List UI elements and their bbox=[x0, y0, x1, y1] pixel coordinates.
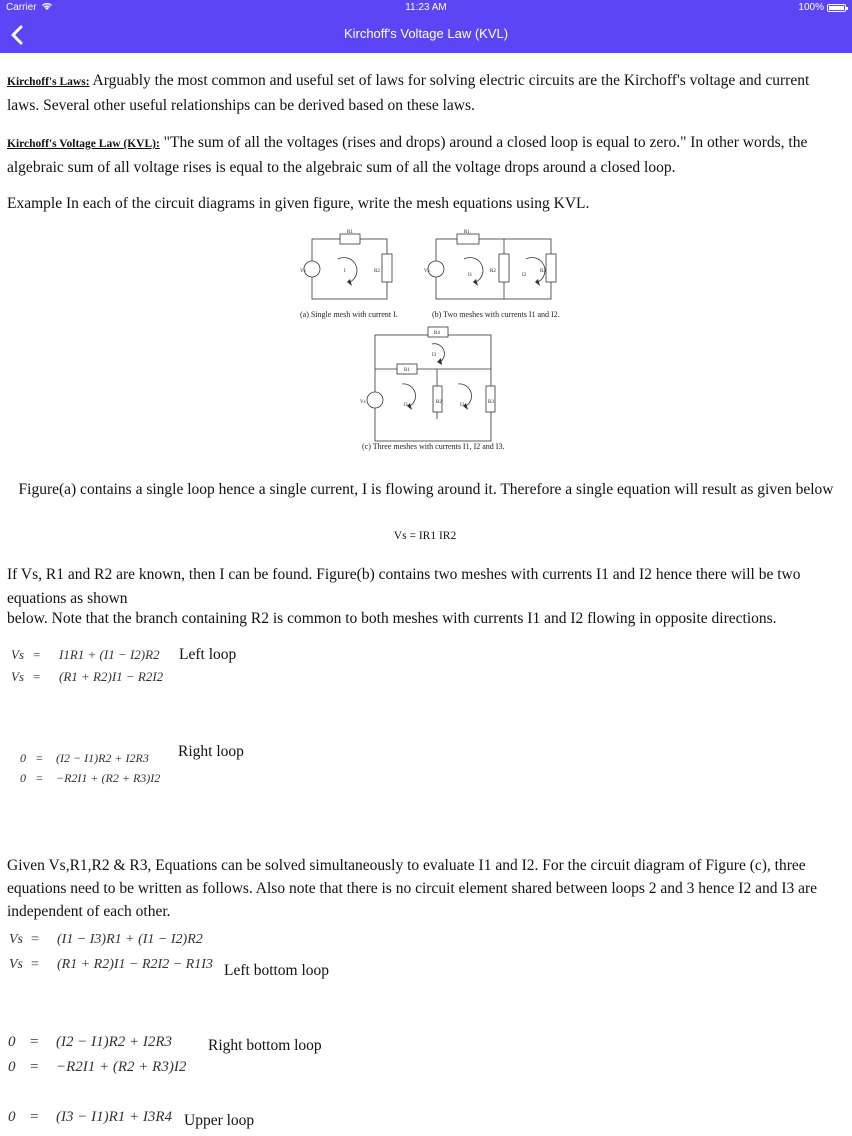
eq-lhs: 0 bbox=[20, 771, 26, 785]
eq-lhs: Vs bbox=[11, 669, 24, 684]
label-r4-c: R4 bbox=[434, 331, 440, 336]
eq-lhs: 0 bbox=[20, 751, 26, 765]
eq-rhs: I1R1 + (I1 − I2)R2 bbox=[59, 647, 160, 662]
label-i1-b: I1 bbox=[468, 273, 473, 278]
equation-b-right-1: 0 = (I2 − I1)R2 + I2R3 bbox=[20, 751, 149, 765]
eq-rhs: (R1 + R2)I1 − R2I2 − R1I3 bbox=[57, 957, 213, 972]
eq-lhs: Vs bbox=[11, 647, 24, 662]
page-title: Kirchoff's Voltage Law (KVL) bbox=[343, 26, 509, 41]
caption-b: (b) Two meshes with currents I1 and I2. bbox=[432, 310, 560, 319]
eq-rhs: (I1 − I3)R1 + (I1 − I2)R2 bbox=[57, 932, 203, 947]
status-bar bbox=[0, 0, 852, 16]
caption-c: (c) Three meshes with currents I1, I2 and I3. bbox=[362, 442, 505, 451]
paragraph-if-vs: If Vs, R1 and R2 are known, then I can be found. Figure(b) contains two meshes with currents I1 and I2 hence there will be two equations as shown bbox=[7, 566, 801, 607]
battery-percent: 100% bbox=[798, 2, 824, 13]
eq-rhs: (I3 − I1)R1 + I3R4 bbox=[56, 1109, 173, 1125]
eq-rhs: (I2 − I1)R2 + I2R3 bbox=[56, 751, 149, 765]
eq-lhs: 0 bbox=[8, 1034, 16, 1050]
equation-b-right-2: 0 = −R2I1 + (R2 + R3)I2 bbox=[20, 771, 161, 785]
eq-lhs: 0 bbox=[8, 1059, 16, 1075]
paragraph-example: Example In each of the circuit diagrams in given figure, write the mesh equations using KVL. bbox=[7, 195, 590, 212]
eq-rhs: (I2 − I1)R2 + I2R3 bbox=[56, 1034, 173, 1050]
eq-rhs: (R1 + R2)I1 − R2I2 bbox=[59, 669, 164, 684]
label-r3-b: R3 bbox=[540, 269, 546, 274]
label-vs-b: Vs bbox=[424, 269, 430, 274]
kvl-text: "The sum of all the voltages (rises and drops) around a closed loop is equal to zero." In other words, the algebraic sum of all voltage rises is equal to the algebraic sum of all the voltage drops around a closed loop. bbox=[7, 134, 808, 176]
eq-lhs: Vs bbox=[9, 957, 23, 972]
label-r2-a: R2 bbox=[374, 269, 380, 274]
equation-c-left-2: Vs = (R1 + R2)I1 − R2I2 − R1I3 bbox=[9, 957, 213, 972]
label-i3-c: I3 bbox=[432, 353, 437, 358]
paragraph-given: Given Vs,R1,R2 & R3, Equations can be solved simultaneously to evaluate I1 and I2. For the circuit diagram of Figure (c), three equations need to be written as follows. Also note that there is no circuit element shared between loops 2 and 3 hence I2 and I3 are independent of each other. bbox=[7, 857, 818, 920]
label-i2-b: I2 bbox=[522, 273, 527, 278]
carrier-label: Carrier bbox=[6, 2, 37, 13]
kirchoffs-laws-text: Arguably the most common and useful set of laws for solving electric circuits are the Kirchoff's voltage and current laws. Several other useful relationships can be derived based on these laws. bbox=[7, 72, 810, 114]
eq-rhs: −R2I1 + (R2 + R3)I2 bbox=[56, 1059, 187, 1075]
navigation-bar bbox=[0, 16, 852, 53]
paragraph-figure-a: Figure(a) contains a single loop hence a single current, I is flowing around it. Therefore a single equation will result as given below bbox=[18, 481, 834, 498]
label-right-bottom-loop: Right bottom loop bbox=[208, 1037, 322, 1054]
label-r2-b: R2 bbox=[490, 269, 496, 274]
kvl-heading: Kirchoff's Voltage Law (KVL): bbox=[7, 138, 160, 150]
equation-b-left-2: Vs = (R1 + R2)I1 − R2I2 bbox=[11, 669, 164, 684]
eq-rhs: −R2I1 + (R2 + R3)I2 bbox=[56, 771, 161, 785]
paragraph-kvl bbox=[7, 131, 843, 180]
label-r2-c: R2 bbox=[436, 400, 442, 405]
equation-c-right-1: 0 = (I2 − I1)R2 + I2R3 bbox=[8, 1034, 173, 1050]
label-r1-c: R1 bbox=[404, 368, 410, 373]
paragraph-kirchoffs-laws bbox=[7, 69, 843, 118]
battery-icon bbox=[827, 4, 846, 12]
label-i2-c: I2 bbox=[460, 403, 465, 408]
label-left-loop: Left loop bbox=[179, 646, 237, 663]
kirchoffs-laws-heading: Kirchoff's Laws: bbox=[7, 76, 90, 88]
label-right-loop: Right loop bbox=[178, 743, 244, 760]
equation-c-upper-1: 0 = (I3 − I1)R1 + I3R4 bbox=[8, 1109, 173, 1125]
equation-c-right-2: 0 = −R2I1 + (R2 + R3)I2 bbox=[8, 1059, 187, 1075]
equation-b-left-1: Vs = I1R1 + (I1 − I2)R2 bbox=[11, 647, 160, 662]
circuit-diagrams bbox=[292, 224, 567, 456]
eq-lhs: Vs bbox=[9, 932, 23, 947]
label-r3-c: R3 bbox=[488, 400, 494, 405]
label-i1-c: I1 bbox=[404, 403, 409, 408]
circuit-figure bbox=[292, 224, 567, 456]
equation-c-left-1: Vs = (I1 − I3)R1 + (I1 − I2)R2 bbox=[9, 932, 203, 947]
label-r1-a: R1 bbox=[347, 230, 353, 235]
equation-simple: Vs = IR1 IR2 bbox=[393, 530, 457, 542]
eq-lhs: 0 bbox=[8, 1109, 16, 1125]
paragraph-below: below. Note that the branch containing R2 is common to both meshes with currents I1 and I2 flowing in opposite directions. bbox=[7, 610, 777, 627]
label-r1-b: R1 bbox=[464, 230, 470, 235]
label-vs-c: Vs bbox=[360, 400, 366, 405]
caption-a: (a) Single mesh with current I. bbox=[300, 310, 398, 319]
status-time: 11:23 AM bbox=[405, 2, 447, 13]
label-upper-loop: Upper loop bbox=[184, 1112, 255, 1129]
label-left-bottom-loop: Left bottom loop bbox=[224, 962, 330, 979]
label-vs-a: Vs bbox=[300, 269, 306, 274]
label-i-a: I bbox=[344, 269, 346, 274]
